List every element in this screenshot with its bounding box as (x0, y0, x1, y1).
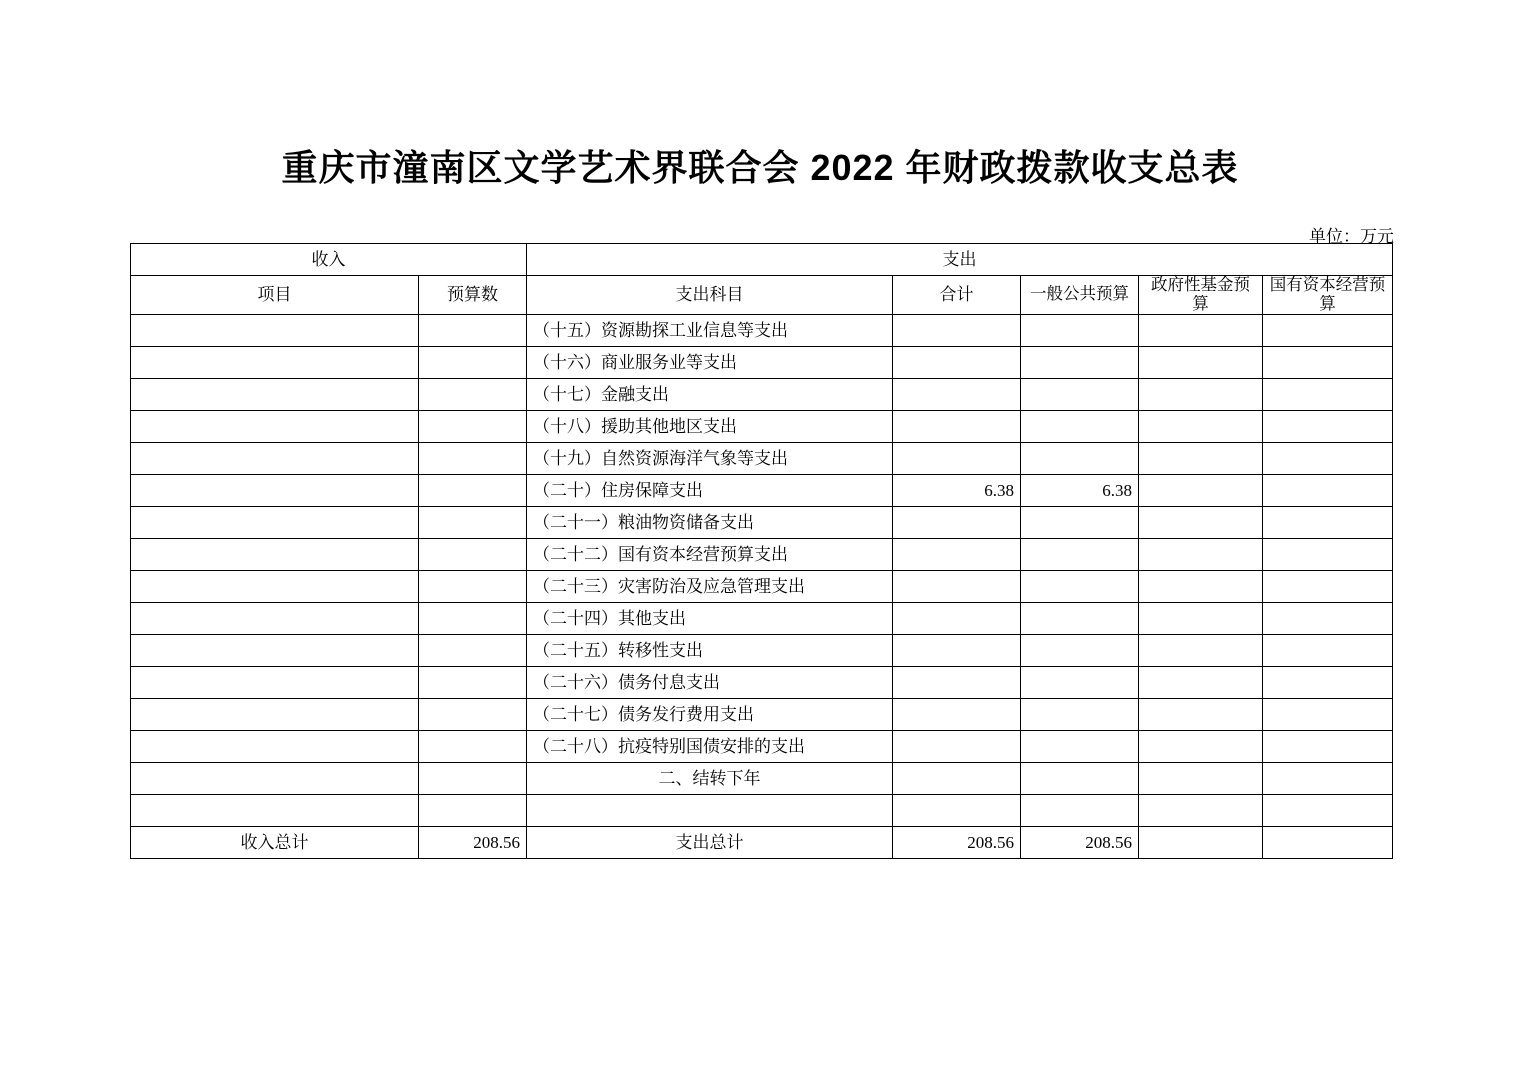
cell-income-item (131, 602, 419, 634)
cell-expenditure-subject: （二十二）国有资本经营预算支出 (527, 538, 893, 570)
cell-income-budget (419, 538, 527, 570)
cell-total-government-fund-budget (1139, 826, 1263, 858)
cell-expenditure-subject: （十七）金融支出 (527, 378, 893, 410)
cell-income-budget (419, 378, 527, 410)
cell-government-fund-budget (1139, 314, 1263, 346)
cell-total (893, 666, 1021, 698)
table-row (131, 666, 1393, 698)
cell-general-public-budget: 6.38 (1021, 474, 1139, 506)
table-row (131, 634, 1393, 666)
cell-government-fund-budget (1139, 602, 1263, 634)
table-row (131, 730, 1393, 762)
cell-income-budget (419, 666, 527, 698)
cell-expenditure-subject: （十八）援助其他地区支出 (527, 410, 893, 442)
cell-government-fund-budget (1139, 730, 1263, 762)
cell-total (893, 794, 1021, 826)
cell-state-owned-capital-budget (1263, 410, 1393, 442)
cell-general-public-budget (1021, 410, 1139, 442)
cell-income-budget (419, 506, 527, 538)
cell-income-item (131, 762, 419, 794)
cell-general-public-budget (1021, 570, 1139, 602)
cell-general-public-budget (1021, 730, 1139, 762)
cell-total-general-public-budget: 208.56 (1021, 826, 1139, 858)
table-row (131, 346, 1393, 378)
cell-government-fund-budget (1139, 698, 1263, 730)
cell-general-public-budget (1021, 602, 1139, 634)
cell-total (893, 538, 1021, 570)
cell-expenditure-subject: （二十八）抗疫特别国债安排的支出 (527, 730, 893, 762)
cell-total (893, 378, 1021, 410)
cell-income-item (131, 378, 419, 410)
cell-expenditure-subject: （二十）住房保障支出 (527, 474, 893, 506)
cell-expenditure-subject: （十五）资源勘探工业信息等支出 (527, 314, 893, 346)
group-header-income: 收入 (131, 244, 527, 276)
cell-total: 6.38 (893, 474, 1021, 506)
table-row (131, 538, 1393, 570)
table-row (131, 410, 1393, 442)
cell-income-item (131, 442, 419, 474)
cell-expenditure-subject: （二十五）转移性支出 (527, 634, 893, 666)
cell-general-public-budget (1021, 538, 1139, 570)
cell-government-fund-budget (1139, 442, 1263, 474)
cell-state-owned-capital-budget (1263, 570, 1393, 602)
table-row (131, 698, 1393, 730)
cell-income-item (131, 634, 419, 666)
cell-income-budget (419, 570, 527, 602)
cell-total (893, 634, 1021, 666)
cell-state-owned-capital-budget (1263, 698, 1393, 730)
cell-income-budget (419, 730, 527, 762)
cell-income-budget (419, 442, 527, 474)
cell-expenditure-subject: （二十七）债务发行费用支出 (527, 698, 893, 730)
cell-general-public-budget (1021, 666, 1139, 698)
cell-income-budget (419, 634, 527, 666)
column-header-expenditure-subject: 支出科目 (527, 276, 893, 315)
cell-income-item (131, 730, 419, 762)
cell-total (893, 730, 1021, 762)
cell-total (893, 346, 1021, 378)
cell-income-item (131, 506, 419, 538)
cell-expenditure-subject: （二十六）债务付息支出 (527, 666, 893, 698)
table-row (131, 570, 1393, 602)
cell-total (893, 506, 1021, 538)
cell-state-owned-capital-budget (1263, 314, 1393, 346)
table-row (131, 602, 1393, 634)
cell-state-owned-capital-budget (1263, 442, 1393, 474)
cell-government-fund-budget (1139, 474, 1263, 506)
cell-income-item (131, 474, 419, 506)
cell-state-owned-capital-budget (1263, 474, 1393, 506)
cell-state-owned-capital-budget (1263, 634, 1393, 666)
cell-government-fund-budget (1139, 794, 1263, 826)
table-row (131, 506, 1393, 538)
cell-income-budget (419, 410, 527, 442)
table-row (131, 474, 1393, 506)
column-header-general-public-budget: 一般公共预算 (1021, 276, 1139, 315)
cell-total-income-budget: 208.56 (419, 826, 527, 858)
table-row (131, 442, 1393, 474)
cell-income-item (131, 346, 419, 378)
cell-total (893, 410, 1021, 442)
cell-income-item (131, 314, 419, 346)
cell-income-budget (419, 698, 527, 730)
cell-general-public-budget (1021, 506, 1139, 538)
cell-total (893, 314, 1021, 346)
column-header-government-fund-budget: 政府性基金预算 (1139, 276, 1263, 315)
cell-state-owned-capital-budget (1263, 794, 1393, 826)
cell-income-budget (419, 602, 527, 634)
table-group-header-row (131, 244, 1393, 276)
cell-general-public-budget (1021, 378, 1139, 410)
cell-expenditure-subject: 二、结转下年 (527, 762, 893, 794)
cell-total-total: 208.56 (893, 826, 1021, 858)
cell-state-owned-capital-budget (1263, 730, 1393, 762)
cell-government-fund-budget (1139, 538, 1263, 570)
cell-general-public-budget (1021, 442, 1139, 474)
table-row (131, 762, 1393, 794)
cell-expenditure-subject (527, 794, 893, 826)
cell-total (893, 442, 1021, 474)
column-header-income-budget: 预算数 (419, 276, 527, 315)
cell-total (893, 762, 1021, 794)
cell-government-fund-budget (1139, 378, 1263, 410)
cell-income-budget (419, 346, 527, 378)
cell-state-owned-capital-budget (1263, 666, 1393, 698)
cell-expenditure-subject: （二十一）粮油物资储备支出 (527, 506, 893, 538)
cell-income-item (131, 538, 419, 570)
cell-expenditure-subject: （二十四）其他支出 (527, 602, 893, 634)
column-header-income-item: 项目 (131, 276, 419, 315)
cell-income-item (131, 570, 419, 602)
table-row (131, 314, 1393, 346)
cell-government-fund-budget (1139, 634, 1263, 666)
cell-general-public-budget (1021, 634, 1139, 666)
cell-total (893, 570, 1021, 602)
cell-expenditure-subject: （二十三）灾害防治及应急管理支出 (527, 570, 893, 602)
cell-income-budget (419, 762, 527, 794)
cell-government-fund-budget (1139, 666, 1263, 698)
cell-government-fund-budget (1139, 346, 1263, 378)
cell-income-item (131, 698, 419, 730)
cell-general-public-budget (1021, 698, 1139, 730)
cell-total (893, 698, 1021, 730)
table-total-row (131, 826, 1393, 858)
cell-government-fund-budget (1139, 410, 1263, 442)
cell-income-budget (419, 794, 527, 826)
cell-income-item (131, 794, 419, 826)
cell-income-item (131, 410, 419, 442)
cell-state-owned-capital-budget (1263, 762, 1393, 794)
cell-state-owned-capital-budget (1263, 538, 1393, 570)
cell-state-owned-capital-budget (1263, 378, 1393, 410)
cell-expenditure-subject: （十六）商业服务业等支出 (527, 346, 893, 378)
cell-government-fund-budget (1139, 570, 1263, 602)
cell-state-owned-capital-budget (1263, 602, 1393, 634)
table-column-header-row (131, 276, 1393, 315)
cell-state-owned-capital-budget (1263, 506, 1393, 538)
cell-government-fund-budget (1139, 762, 1263, 794)
cell-expenditure-subject: （十九）自然资源海洋气象等支出 (527, 442, 893, 474)
cell-state-owned-capital-budget (1263, 346, 1393, 378)
cell-general-public-budget (1021, 346, 1139, 378)
group-header-expenditure: 支出 (527, 244, 1393, 276)
cell-government-fund-budget (1139, 506, 1263, 538)
cell-total-expenditure-subject: 支出总计 (527, 826, 893, 858)
cell-general-public-budget (1021, 314, 1139, 346)
budget-table (130, 243, 1393, 859)
cell-income-budget (419, 474, 527, 506)
table-row (131, 794, 1393, 826)
table-row (131, 378, 1393, 410)
column-header-state-owned-capital-budget: 国有资本经营预算 (1263, 276, 1393, 315)
unit-label: 单位：万元 (1309, 227, 1394, 246)
page-title: 重庆市潼南区文学艺术界联合会 2022 年财政拨款收支总表 (281, 147, 1239, 188)
cell-general-public-budget (1021, 762, 1139, 794)
cell-general-public-budget (1021, 794, 1139, 826)
cell-total-state-owned-capital-budget (1263, 826, 1393, 858)
cell-total (893, 602, 1021, 634)
cell-income-budget (419, 314, 527, 346)
column-header-total: 合计 (893, 276, 1021, 315)
cell-total-income-item: 收入总计 (131, 826, 419, 858)
cell-income-item (131, 666, 419, 698)
